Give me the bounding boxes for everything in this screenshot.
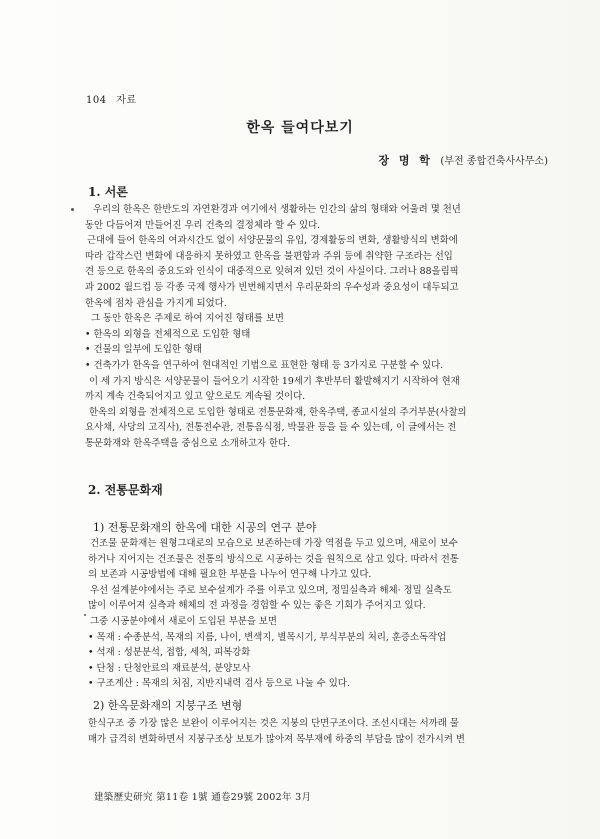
author-line: [378, 152, 548, 168]
paragraph-line: 까지 계속 건축되어지고 있고 앞으로도 계속될 것이다.: [85, 391, 306, 403]
section-1-body: [85, 202, 547, 452]
list-item: • 건물의 일부에 도입한 형태: [85, 344, 203, 356]
scan-speck: [71, 208, 74, 211]
author-name: 장 명 학: [378, 154, 433, 167]
section-1-heading: 1. 서론: [88, 185, 128, 199]
paragraph-line: 우리의 한옥은 한반도의 자연환경과 여기에서 생활하는 인간의 삶의 형태와 어울려 몇 천년: [93, 204, 461, 215]
paragraph-line: 의 보존과 시공방법에 대해 필요한 부분을 나누어 연구해 나가고 있다.: [88, 569, 372, 581]
paragraph-line: 이 세 가지 방식은 서양문물이 들어오기 시작한 19세기 후반부터 활발해지기 시작하여 현재: [89, 375, 460, 387]
paragraph-line: 많이 이루어져 실측과 해체의 전 과정을 경험할 수 있는 좋은 기회가 주어지고 있다.: [88, 600, 426, 612]
paragraph-line: 우선 설계분야에서는 주로 보수설계가 주를 이루고 있으며, 정밀실측과 해체· 정밀 실측도: [90, 584, 452, 596]
article-title: 한옥 들여다보기: [246, 120, 354, 136]
subsection-2-heading: 2) 한옥문화재의 지붕구조 변형: [93, 699, 243, 712]
journal-footer: 建築歷史研究 第11卷 1號 通卷29號 2002年 3月: [94, 792, 312, 803]
paragraph-line: 동안 다듬어져 만들어진 우리 건축의 결정체라 할 수 있다.: [85, 219, 321, 231]
paragraph-line: 과 2002 월드컵 등 각종 국제 행사가 빈번해지면서 우리문화의 우수성과 중요성이 대두되고: [85, 281, 459, 293]
paragraph-line: 건조물 문화재는 원형그대로의 모습으로 보존하는데 가장 역점을 두고 있으며, 새로이 보수: [90, 538, 458, 549]
scan-speck: [84, 614, 86, 616]
paragraph-line: 그중 시공분야에서 새로이 도입된 부분을 보면: [90, 615, 277, 627]
subsection-1-body: [88, 536, 550, 692]
list-item: • 석재 : 성분분석, 접합, 세척, 피복강화: [88, 647, 251, 659]
paragraph-line: 한옥의 외형을 전체적으로 도입한 형태로 전통문화재, 한옥주택, 종교시설의 주거부분(사찰의: [89, 406, 467, 418]
paragraph-line: 따라 갑작스런 변화에 대응하지 못하였고 한옥을 불편함과 주위 등에 취약한 구조라는 선입: [85, 250, 453, 262]
list-item: • 구조계산 : 목재의 처짐, 지반지내력 검사 등으로 나눌 수 있다.: [88, 678, 350, 690]
list-item: • 단청 : 단청안료의 재료분석, 분양모사: [88, 662, 251, 674]
paragraph-line: 한옥에 점차 관심을 가지게 되었다.: [85, 297, 227, 309]
section-label: 자료: [116, 95, 137, 106]
paragraph-line: 매가 급격히 변화하면서 지붕구조상 보토가 많아져 목부재에 하중의 부담을 많이 전가시켜 변: [88, 733, 465, 745]
page-header: [86, 91, 137, 106]
list-item: • 건축가가 한옥을 연구하여 현대적인 기법으로 표현한 형태 등 3가지로 구분할 수 있다.: [85, 359, 444, 371]
author-affiliation: (부전 종합건축사사무소): [440, 156, 548, 167]
list-item: • 목재 : 수종분석, 목재의 지름, 나이, 변색지, 별목시기, 부식부분의 처리, 훈증소독작업: [88, 631, 447, 643]
paragraph-line: 하거나 지어지는 건조물은 전통의 방식으로 시공하는 것을 원칙으로 삼고 있다. 따라서 전통: [88, 553, 459, 565]
paragraph-line: 요사채, 사당의 고직사), 전통전수관, 전통음식점, 박물관 등을 들 수 있는데, 이 글에서는 전: [85, 422, 457, 434]
paragraph-line: 그 동안 한옥은 주제로 하여 지어진 형태를 보면: [91, 313, 284, 325]
paragraph-line: 견 등으로 한옥의 중요도와 인식이 대중적으로 잊혀져 있던 것이 사실이다. 그러나 88올림픽: [85, 266, 459, 278]
paragraph-line: 통문화재와 한옥주택을 중심으로 소개하고자 한다.: [85, 437, 291, 449]
list-item: • 한옥의 외형을 전체적으로 도입한 형태: [85, 328, 251, 340]
paragraph-line: 한식구조 중 가장 많은 보완이 이루어지는 것은 지붕의 단면구조이다. 조선시대는 서까래 물: [88, 718, 459, 729]
subsection-2-body: [88, 716, 550, 747]
section-2-heading: 2. 전통문화재: [88, 483, 163, 497]
page-number: 104: [86, 95, 107, 106]
subsection-1-heading: 1) 전통문화재의 한옥에 대한 시공의 연구 분야: [93, 521, 317, 534]
paragraph-line: 근대에 들어 한옥의 여과시간도 없이 서양문물의 유입, 경제활동의 변화, 생활방식의 변화에: [87, 235, 458, 247]
